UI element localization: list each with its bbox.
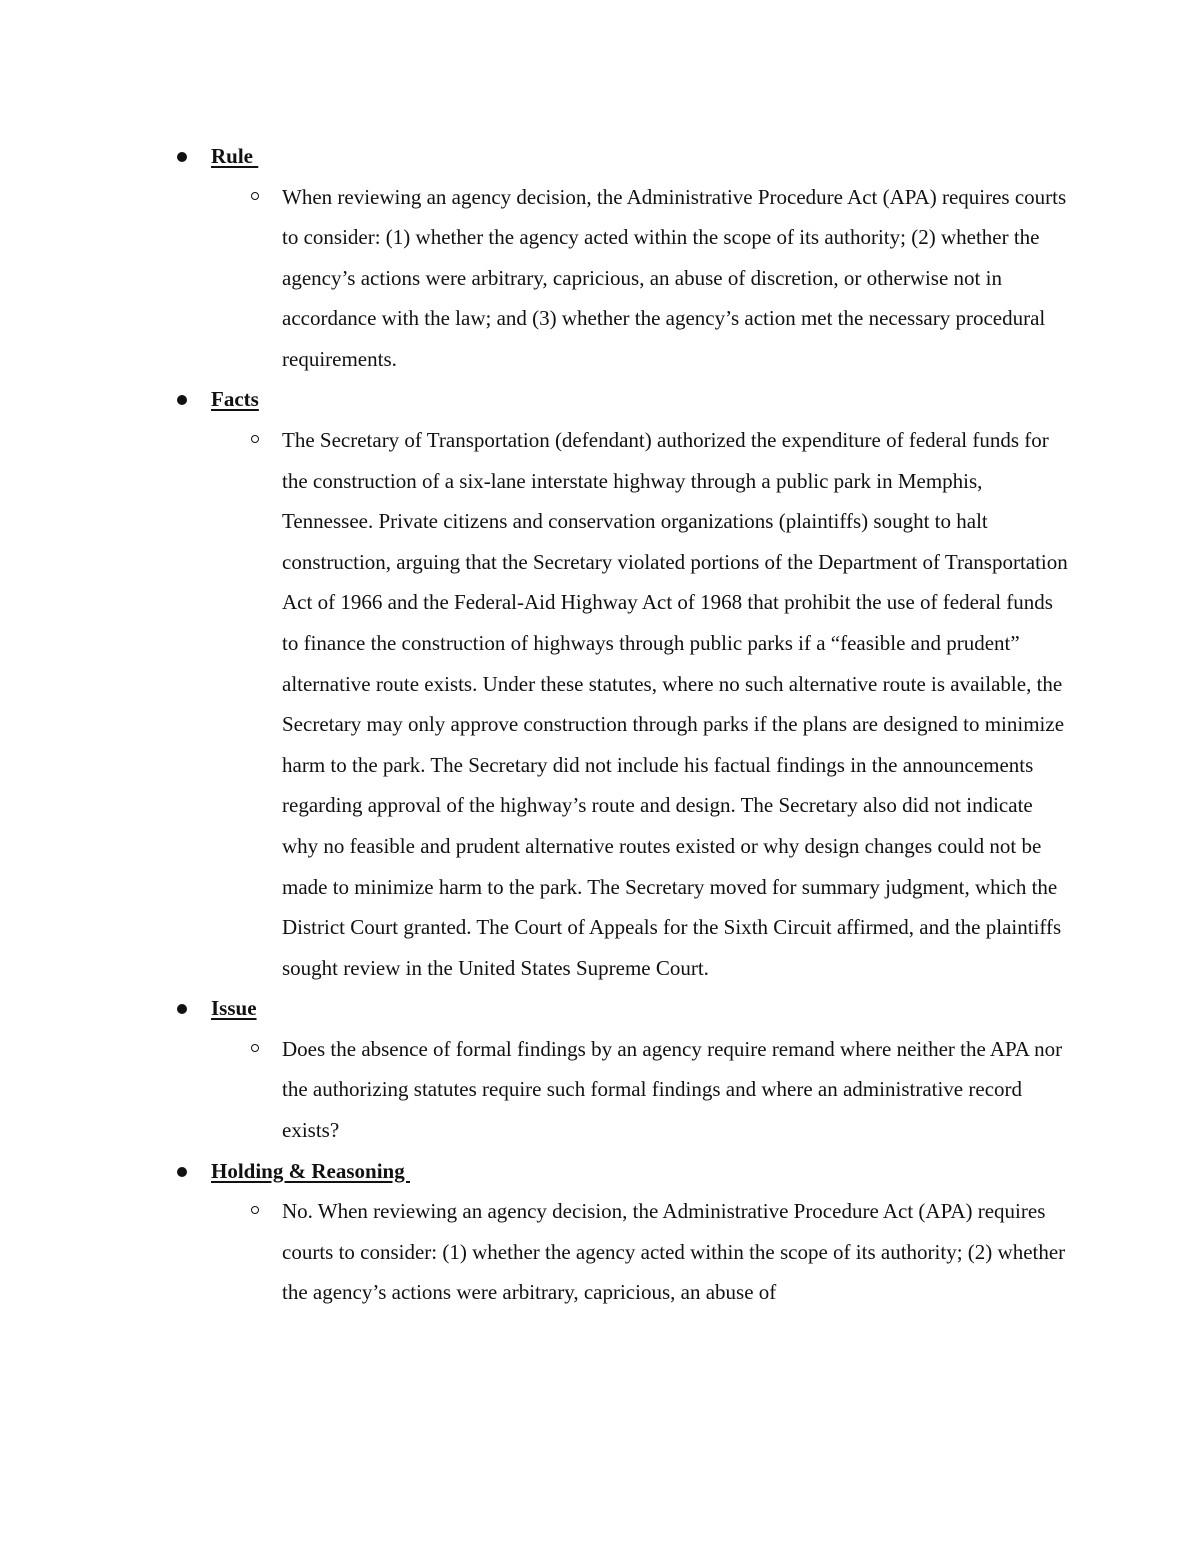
- rule-text: When reviewing an agency decision, the Administrative Procedure Act (APA) requires courts to consider: (1) whether the agency acted within the scope of its authority; (2) whether the agency’s actions were arbitrary, capricious, an abuse of discretion, or otherwise not in accordance with the law; and (3) whether the agency’s action met the necessary procedural requirements.: [282, 184, 1067, 371]
- holding-text: No. When reviewing an agency decision, the Administrative Procedure Act (APA) requires courts to consider: (1) whether the agency acted within the scope of its authority; (2) whether the agency’s actions were arbitrary, capricious, an abuse of: [282, 1199, 1066, 1305]
- filled-bullet-icon: [177, 1167, 187, 1177]
- section-holding-reasoning: [0, 1151, 1200, 1313]
- filled-bullet-icon: [177, 1004, 187, 1014]
- section-facts: [0, 379, 1200, 988]
- section-rule: [0, 136, 1200, 379]
- sub-bullet-item: [0, 1029, 1200, 1151]
- section-heading-rule: Rule: [211, 144, 259, 168]
- hollow-bullet-icon: [251, 1044, 259, 1052]
- issue-text: Does the absence of formal findings by an agency require remand where neither the APA nor the authorizing statutes require such formal findings and where an administrative record exists?: [282, 1036, 1063, 1142]
- case-brief: [0, 136, 1200, 1313]
- section-heading-issue: Issue: [211, 996, 257, 1021]
- section-heading-holding-reasoning: Holding & Reasoning: [211, 1158, 410, 1183]
- hollow-bullet-icon: [251, 435, 259, 443]
- section-heading-row: [0, 988, 1200, 1029]
- sub-bullet-item: [0, 177, 1200, 380]
- section-heading-facts: Facts: [211, 387, 259, 412]
- sub-bullet-item: [0, 420, 1200, 988]
- section-heading-row: [0, 379, 1200, 420]
- section-heading-row: [0, 1151, 1200, 1192]
- filled-bullet-icon: [177, 395, 187, 405]
- section-issue: [0, 988, 1200, 1150]
- hollow-bullet-icon: [251, 1206, 259, 1214]
- sub-bullet-item: [0, 1191, 1200, 1313]
- facts-text: The Secretary of Transportation (defendant) authorized the expenditure of federal funds for the construction of a six-lane interstate highway through a public park in Memphis, Tennessee. Private citizens and conservation organizations (plaintiffs) sought to halt construction, arguing that the Secretary violated portions of the Department of Transportation Act of 1966 and the Federal-Aid Highway Act of 1968 that prohibit the use of federal funds to finance the construction of highways through public parks if a “feasible and prudent” alternative route exists. Under these statutes, where no such alternative route is available, the Secretary may only approve construction through parks if the plans are designed to minimize harm to the park. The Secretary did not include his factual findings in the announcements regarding approval of the highway’s route and design. The Secretary also did not indicate why no feasible and prudent alternative routes existed or why design changes could not be made to minimize harm to the park. The Secretary moved for summary judgment, which the District Court granted. The Court of Appeals for the Sixth Circuit affirmed, and the plaintiffs sought review in the United States Supreme Court.: [282, 427, 1068, 980]
- filled-bullet-icon: [177, 152, 187, 162]
- section-heading-row: [0, 136, 1200, 177]
- hollow-bullet-icon: [251, 192, 259, 200]
